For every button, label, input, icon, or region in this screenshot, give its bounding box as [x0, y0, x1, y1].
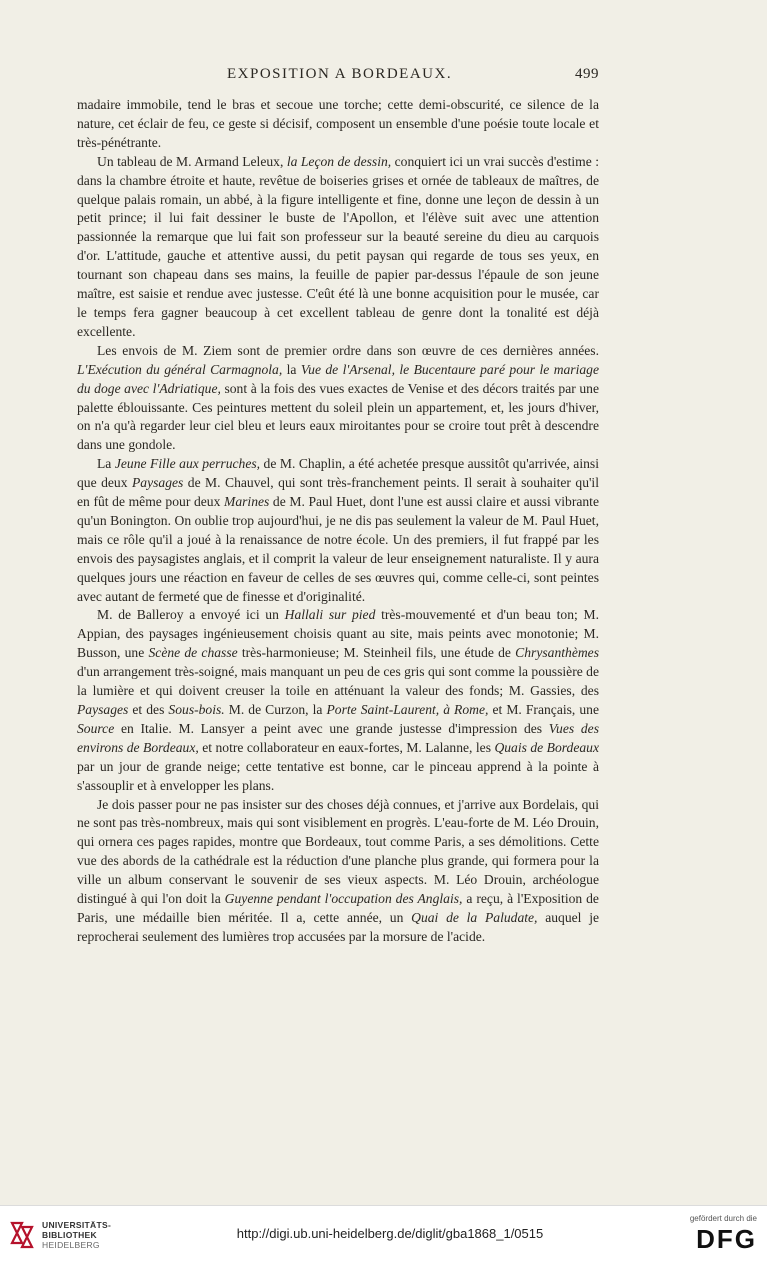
text-run: Les envois de M. Ziem sont de premier ordre dans son œuvre de ces dernières années.	[97, 342, 599, 358]
italic-title-run: Guyenne pendant l'occupation des Anglais,	[224, 891, 463, 907]
italic-title-run: Paysages	[77, 702, 129, 717]
italic-title-run: Sous-bois.	[168, 702, 225, 717]
sponsor-block	[667, 1214, 757, 1253]
text-run: de M. Paul Huet, dont l'une est aussi claire et aussi vibrante qu'un Bonington. On oublie trop aujourd'hui, je ne dis pas seulement la valeur de M. Paul Huet, mais ce rôle qu'il a joué à la renaissance de notre école. Un des premiers, il fut frappé par les envois des paysagistes anglais, et il comprit la valeur de leur enseignement naturaliste. Il y aura quelques jours une réaction en faveur de celles de ses œuvres qui, comme celle-ci, sont peintes avec autant de fermeté que de finesse et d'originalité.	[77, 494, 599, 604]
text-run: très-mouvementé et d'un beau ton; M. Appian, des paysages ingénieusement choisis quant au site, mais peints avec monotonie; M. Busson, une	[77, 607, 599, 661]
italic-title-run: Vue de l'Arsenal, le Bucentaure paré pour le mariage du doge avec l'Adriatique,	[77, 361, 600, 396]
italic-title-run: Quais de Bordeaux	[494, 739, 599, 755]
text-run: Un tableau de M. Armand Leleux,	[97, 153, 287, 169]
paragraph	[77, 606, 599, 795]
text-run: La	[97, 456, 115, 472]
text-run: et notre collaborateur en eaux-fortes, M. Lalanne, les	[198, 739, 495, 755]
text-run: a reçu, à l'Exposition de Paris, une médaille bien méritée. Il a, cette année, un	[77, 891, 599, 925]
logo-line-3: HEIDELBERG	[42, 1240, 100, 1250]
text-run: de M. Chauvel, qui sont très-franchement peints. Il serait à souhaiter qu'il en fût de même pour deux	[77, 475, 599, 510]
italic-title-run: Hallali sur pied	[284, 607, 376, 623]
paragraph	[77, 455, 599, 606]
text-run: Je dois passer pour ne pas insister sur des choses déjà connues, et j'arrive aux Bordelais, qui ne sont pas très-nombreux, mais qui sont visiblement en progrès. L'eau-forte de M. Léo Drouin, qui ornera ces pages rapides, montre que Bordeaux, tout comme Paris, a ses démolitions. Cette vue des abords de la cathédrale est la réduction d'une planche plus grande, qui formera pour la ville un album conservant le souvenir de ses vieux aspects. M. Léo Drouin, archéologue distingué à qui l'on doit la	[77, 796, 599, 907]
italic-title-run: Quai de la Paludate,	[411, 909, 538, 925]
article-body	[77, 96, 599, 947]
text-run: la	[282, 361, 301, 377]
text-run: auquel je reprocherai seulement des lumières trop accusées par la morsure de l'acide.	[77, 909, 600, 944]
page-number: 499	[575, 66, 599, 82]
italic-title-run: Jeune Fille aux perruches,	[114, 456, 261, 472]
viewer-footer	[0, 1205, 767, 1264]
text-run: par un jour de grande neige; cette tentative est bonne, car le pinceau apprend à la pointe à s'assouplir et à envelopper les plans.	[77, 758, 599, 793]
italic-title-run: Marines	[224, 494, 270, 510]
text-run: d'un arrangement très-soigné, mais manquant un peu de ces gris qui sont comme la poussière de la lumière et qui doivent creuser la toile en atténuant la valeur des fonds; M. Gassies, des	[77, 664, 599, 699]
paragraph	[77, 796, 599, 947]
permalink-url[interactable]: http://digi.ub.uni-heidelberg.de/diglit/gba1868_1/0515	[236, 1226, 544, 1241]
dfg-logo[interactable]: DFG	[696, 1224, 757, 1254]
italic-title-run: Vues des environs de Bordeaux,	[77, 720, 599, 755]
italic-title-run: Porte Saint-Laurent, à Rome,	[326, 702, 489, 717]
text-run: M. de Balleroy a envoyé ici un	[97, 607, 285, 623]
italic-title-run: Source	[77, 720, 115, 736]
text-run: sont à la fois des vues exactes de Venise et des décors traités par une palette éblouissante. Ces peintures mettent du soleil plein un appartement, et, les jours d'hiver, on n'a qu'à regarder leur ciel bleu et leurs eaux miroitantes pour se croire tout prêt à descendre dans une gondole.	[77, 380, 599, 453]
running-header	[77, 66, 599, 90]
text-run: de M. Chaplin, a été achetée presque aussitôt qu'arrivée, ainsi que deux	[77, 456, 599, 491]
text-run: et des	[128, 702, 169, 717]
sponsor-caption: gefördert durch die	[689, 1214, 757, 1223]
header-title: EXPOSITION A BORDEAUX.	[227, 66, 453, 82]
paragraph	[77, 153, 599, 342]
text-run: très-harmonieuse; M. Steinheil fils, une étude de	[237, 645, 516, 661]
text-run: et M. Français, une	[488, 702, 599, 717]
paragraph	[77, 342, 599, 455]
logo-line-2: BIBLIOTHEK	[42, 1230, 97, 1240]
italic-title-run: Paysages	[131, 475, 184, 491]
university-library-logo-icon[interactable]	[8, 1219, 36, 1251]
logo-line-1: UNIVERSITÄTS-	[42, 1220, 112, 1230]
text-run: M. de Curzon, la	[224, 702, 327, 717]
text-run: madaire immobile, tend le bras et secoue une torche; cette demi-obscurité, ce silence de la nature, cet éclair de feu, ce geste si décisif, composent un ensemble d'une poésie toute locale et très-pénétrante.	[77, 97, 599, 150]
university-library-logo-text[interactable]	[42, 1220, 111, 1250]
paragraph	[77, 96, 599, 153]
text-run: en Italie. M. Lansyer a peint avec une grande justesse d'impression des	[114, 720, 549, 736]
text-run: conquiert ici un vrai succès d'estime : dans la chambre étroite et haute, revêtue de boiseries grises et ornée de tableaux de maîtres, de quelque palais romain, un abbé, à la figure intelligente et fine, donne une leçon de dessin à un petit prince; il lui fait dessiner le buste de l'Apollon, et l'élève suit avec une attention passionnée la remarque que lui fait son professeur sur la beauté sereine du dieu au carquois d'or. L'attitude, gauche et attentive aussi, du petit paysan qui regarde de tous ses yeux, en tournant son chapeau dans ses mains, la feuille de papier par-dessus l'épaule de son jeune maître, est saisie et rendue avec justesse. C'eût été là une bonne acquisition pour le musée, car le temps fera gagner beaucoup à cet excellent tableau de genre dont la tonalité est déjà excellente.	[77, 153, 599, 339]
italic-title-run: la Leçon de dessin,	[286, 153, 392, 169]
italic-title-run: Chrysanthèmes	[515, 645, 599, 661]
italic-title-run: Scène de chasse	[148, 645, 238, 661]
italic-title-run: L'Exécution du général Carmagnola,	[77, 361, 283, 377]
